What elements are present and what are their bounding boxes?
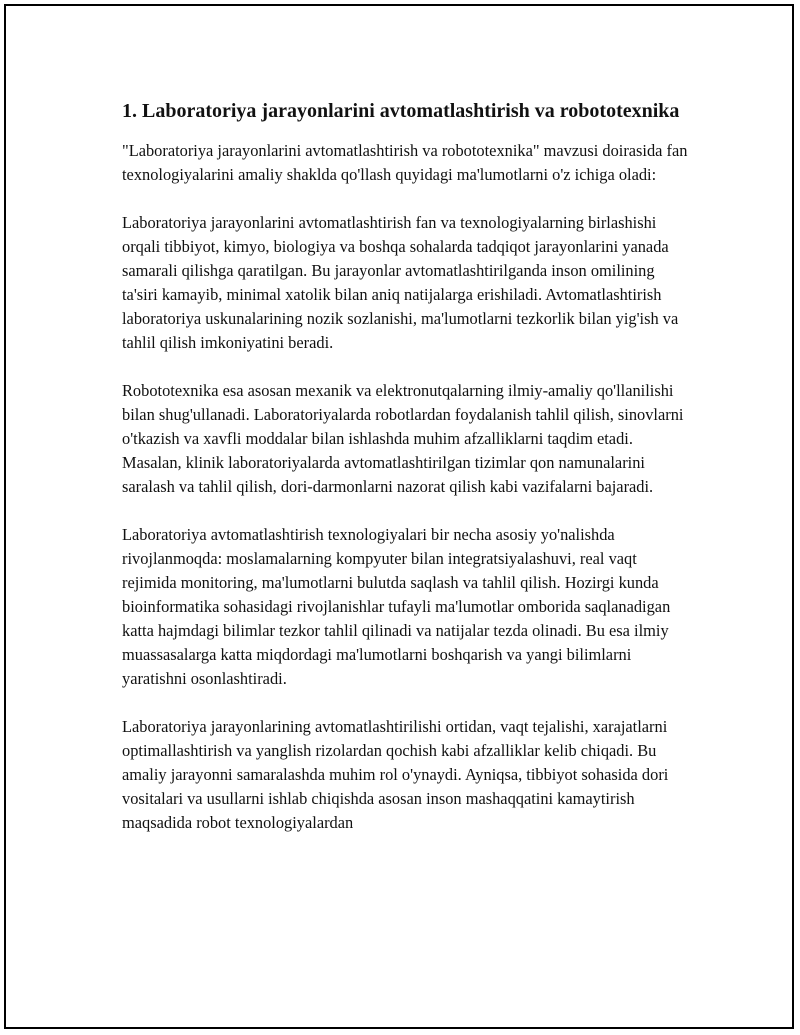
paragraph-benefits: Laboratoriya jarayonlarining avtomatlashtirilishi ortidan, vaqt tejalishi, xarajatlarni optimallashtirish va yanglish rizolardan qochish kabi afzalliklar kelib chiqadi. Bu amaliy jarayonni samaralashda muhim rol o'ynaydi. Ayniqsa, tibbiyot sohasida dori vositalari va usullarni ishlab chiqishda asosan inson mashaqqatini kamaytirish maqsadida robot texnologiyalardan [122,717,669,832]
paragraph-robotics: Robototexnika esa asosan mexanik va elektronutqalarning ilmiy-amaliy qo'llanilishi bilan shug'ullanadi. Laboratoriyalarda robotlardan foydalanish tahlil qilish, sinovlarni o'tkazish va xavfli moddalar bilan ishlashda muhim afzalliklarni taqdim etadi. Masalan, klinik laboratoriyalarda avtomatlashtirilgan tizimlar qon namunalarini saralash va tahlil qilish, dori-darmonlarni nazorat qilish kabi vazifalarni bajaradi. [122,381,684,496]
document-body [122,98,688,859]
page-frame [4,4,794,1029]
paragraph-intro: "Laboratoriya jarayonlarini avtomatlashtirish va robototexnika" mavzusi doirasida fan texnologiyalarini amaliy shaklda qo'llash quyidagi ma'lumotlarni o'z ichiga oladi: [122,141,688,184]
paragraph-technologies: Laboratoriya avtomatlashtirish texnologiyalari bir necha asosiy yo'nalishda rivojlanmoqda: moslamalarning kompyuter bilan integratsiyalashuvi, real vaqt rejimida monitoring, ma'lumotlarni bulutda saqlash va tahlil qilish. Hozirgi kunda bioinformatika sohasidagi rivojlanishlar tufayli ma'lumotlar omborida saqlanadigan katta hajmdagi bilimlar tezkor tahlil qilinadi va natijalar tezda olinadi. Bu esa ilmiy muassasalarga katta miqdordagi ma'lumotlarni boshqarish va yangi bilimlarni yaratishni osonlashtiradi. [122,525,671,688]
paragraph-automation: Laboratoriya jarayonlarini avtomatlashtirish fan va texnologiyalarning birlashishi orqali tibbiyot, kimyo, biologiya va boshqa sohalarda tadqiqot jarayonlarini yanada samarali qilishga qaratilgan. Bu jarayonlar avtomatlashtirilganda inson omilining ta'siri kamayib, minimal xatolik bilan aniq natijalarga erishiladi. Avtomatlashtirish laboratoriya uskunalarining nozik sozlanishi, ma'lumotlarni tezkorlik bilan yig'ish va tahlil qilish imkoniyatini beradi. [122,213,679,352]
section-heading: 1. Laboratoriya jarayonlarini avtomatlashtirish va robototexnika [122,100,680,122]
